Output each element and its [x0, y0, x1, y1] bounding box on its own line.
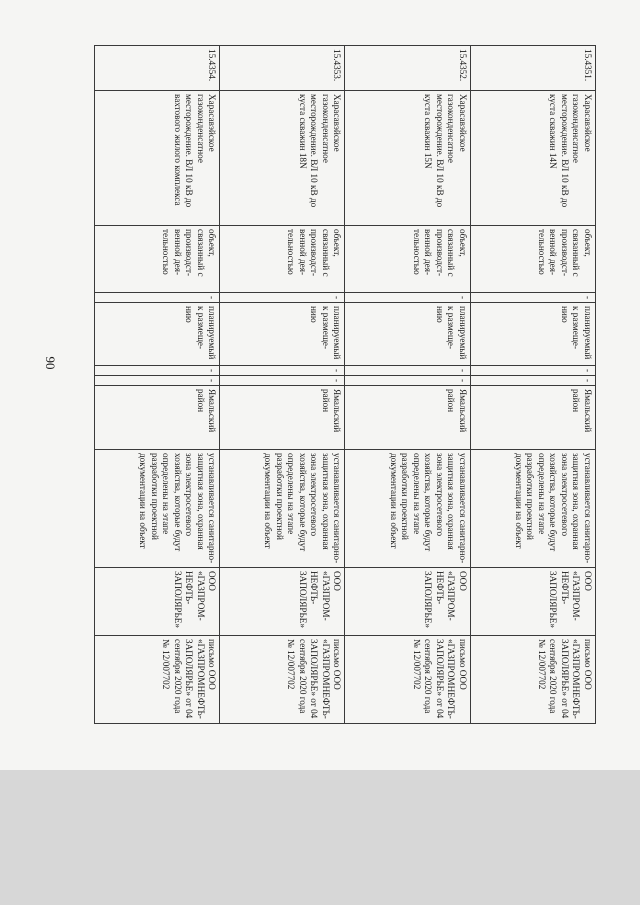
dash-cell: -	[220, 376, 345, 386]
object-type: объект, связанный с производст-венной дея-тельностью	[220, 226, 345, 293]
object-type: объект, связанный с производст-венной дея-тельностью	[345, 226, 470, 293]
table-rotation-frame	[94, 45, 596, 723]
page-number: 90	[43, 356, 58, 370]
organization: ООО «ГАЗПРОМ-НЕФТЬ-ЗАПОЛЯРЬЕ»	[220, 568, 345, 636]
dash-cell: -	[95, 376, 220, 386]
zone-description: устанавливается санитарно-защитная зона, охранная зона электросетевого хозяйства, которые будут определены на этапе разработки проектной документации на объект	[345, 450, 470, 568]
object-location: Ямальский район	[470, 386, 595, 450]
object-status: планируемый к размеще-нию	[345, 303, 470, 366]
object-name: Харасавэйское газоконденсатное месторождение. ВЛ 10 кВ до куста скважин 15N	[345, 91, 470, 226]
organization: ООО «ГАЗПРОМ-НЕФТЬ-ЗАПОЛЯРЬЕ»	[345, 568, 470, 636]
row-number: 15.4351.	[470, 46, 595, 91]
object-status: планируемый к размеще-нию	[470, 303, 595, 366]
organization: ООО «ГАЗПРОМ-НЕФТЬ-ЗАПОЛЯРЬЕ»	[470, 568, 595, 636]
basis-document: письмо ООО «ГАЗПРОМНЕФТЬ-ЗАПОЛЯРЬЕ» от 04 сентября 2020 года № 12/007702	[345, 636, 470, 724]
dash-cell: -	[220, 366, 345, 376]
table-row	[345, 46, 470, 724]
dash-cell: -	[470, 376, 595, 386]
basis-document: письмо ООО «ГАЗПРОМНЕФТЬ-ЗАПОЛЯРЬЕ» от 04 сентября 2020 года № 12/007702	[95, 636, 220, 724]
object-name: Харасавэйское газоконденсатное месторождение. ВЛ 10 кВ до куста скважин 18N	[220, 91, 345, 226]
organization: ООО «ГАЗПРОМ-НЕФТЬ-ЗАПОЛЯРЬЕ»	[95, 568, 220, 636]
object-name: Харасавэйское газоконденсатное месторождение. ВЛ 10 кВ до вахтового жилого комплекса	[95, 91, 220, 226]
table-row	[95, 46, 220, 724]
object-location: Ямальский район	[220, 386, 345, 450]
table-row	[470, 46, 595, 724]
object-type: объект, связанный с производст-венной дея-тельностью	[470, 226, 595, 293]
zone-description: устанавливается санитарно-защитная зона, охранная зона электросетевого хозяйства, которые будут определены на этапе разработки проектной документации на объект	[220, 450, 345, 568]
object-location: Ямальский район	[345, 386, 470, 450]
dash-cell: -	[95, 293, 220, 303]
dash-cell: -	[470, 293, 595, 303]
row-number: 15.4353.	[220, 46, 345, 91]
dash-cell: -	[220, 293, 345, 303]
dash-cell: -	[345, 293, 470, 303]
row-number: 15.4352.	[345, 46, 470, 91]
zone-description: устанавливается санитарно-защитная зона, охранная зона электросетевого хозяйства, которые будут определены на этапе разработки проектной документации на объект	[95, 450, 220, 568]
table-row	[220, 46, 345, 724]
basis-document: письмо ООО «ГАЗПРОМНЕФТЬ-ЗАПОЛЯРЬЕ» от 04 сентября 2020 года № 12/007702	[470, 636, 595, 724]
zone-description: устанавливается санитарно-защитная зона, охранная зона электросетевого хозяйства, которые будут определены на этапе разработки проектной документации на объект	[470, 450, 595, 568]
object-status: планируемый к размеще-нию	[220, 303, 345, 366]
dash-cell: -	[470, 366, 595, 376]
dash-cell: -	[345, 366, 470, 376]
object-type: объект, связанный с производст-венной дея-тельностью	[95, 226, 220, 293]
row-number: 15.4354.	[95, 46, 220, 91]
object-status: планируемый к размеще-нию	[95, 303, 220, 366]
dash-cell: -	[95, 366, 220, 376]
basis-document: письмо ООО «ГАЗПРОМНЕФТЬ-ЗАПОЛЯРЬЕ» от 04 сентября 2020 года № 12/007702	[220, 636, 345, 724]
dash-cell: -	[345, 376, 470, 386]
object-name: Харасавэйское газоконденсатное месторождение. ВЛ 10 кВ до куста скважин 14N	[470, 91, 595, 226]
object-location: Ямальский район	[95, 386, 220, 450]
objects-table	[94, 45, 596, 724]
